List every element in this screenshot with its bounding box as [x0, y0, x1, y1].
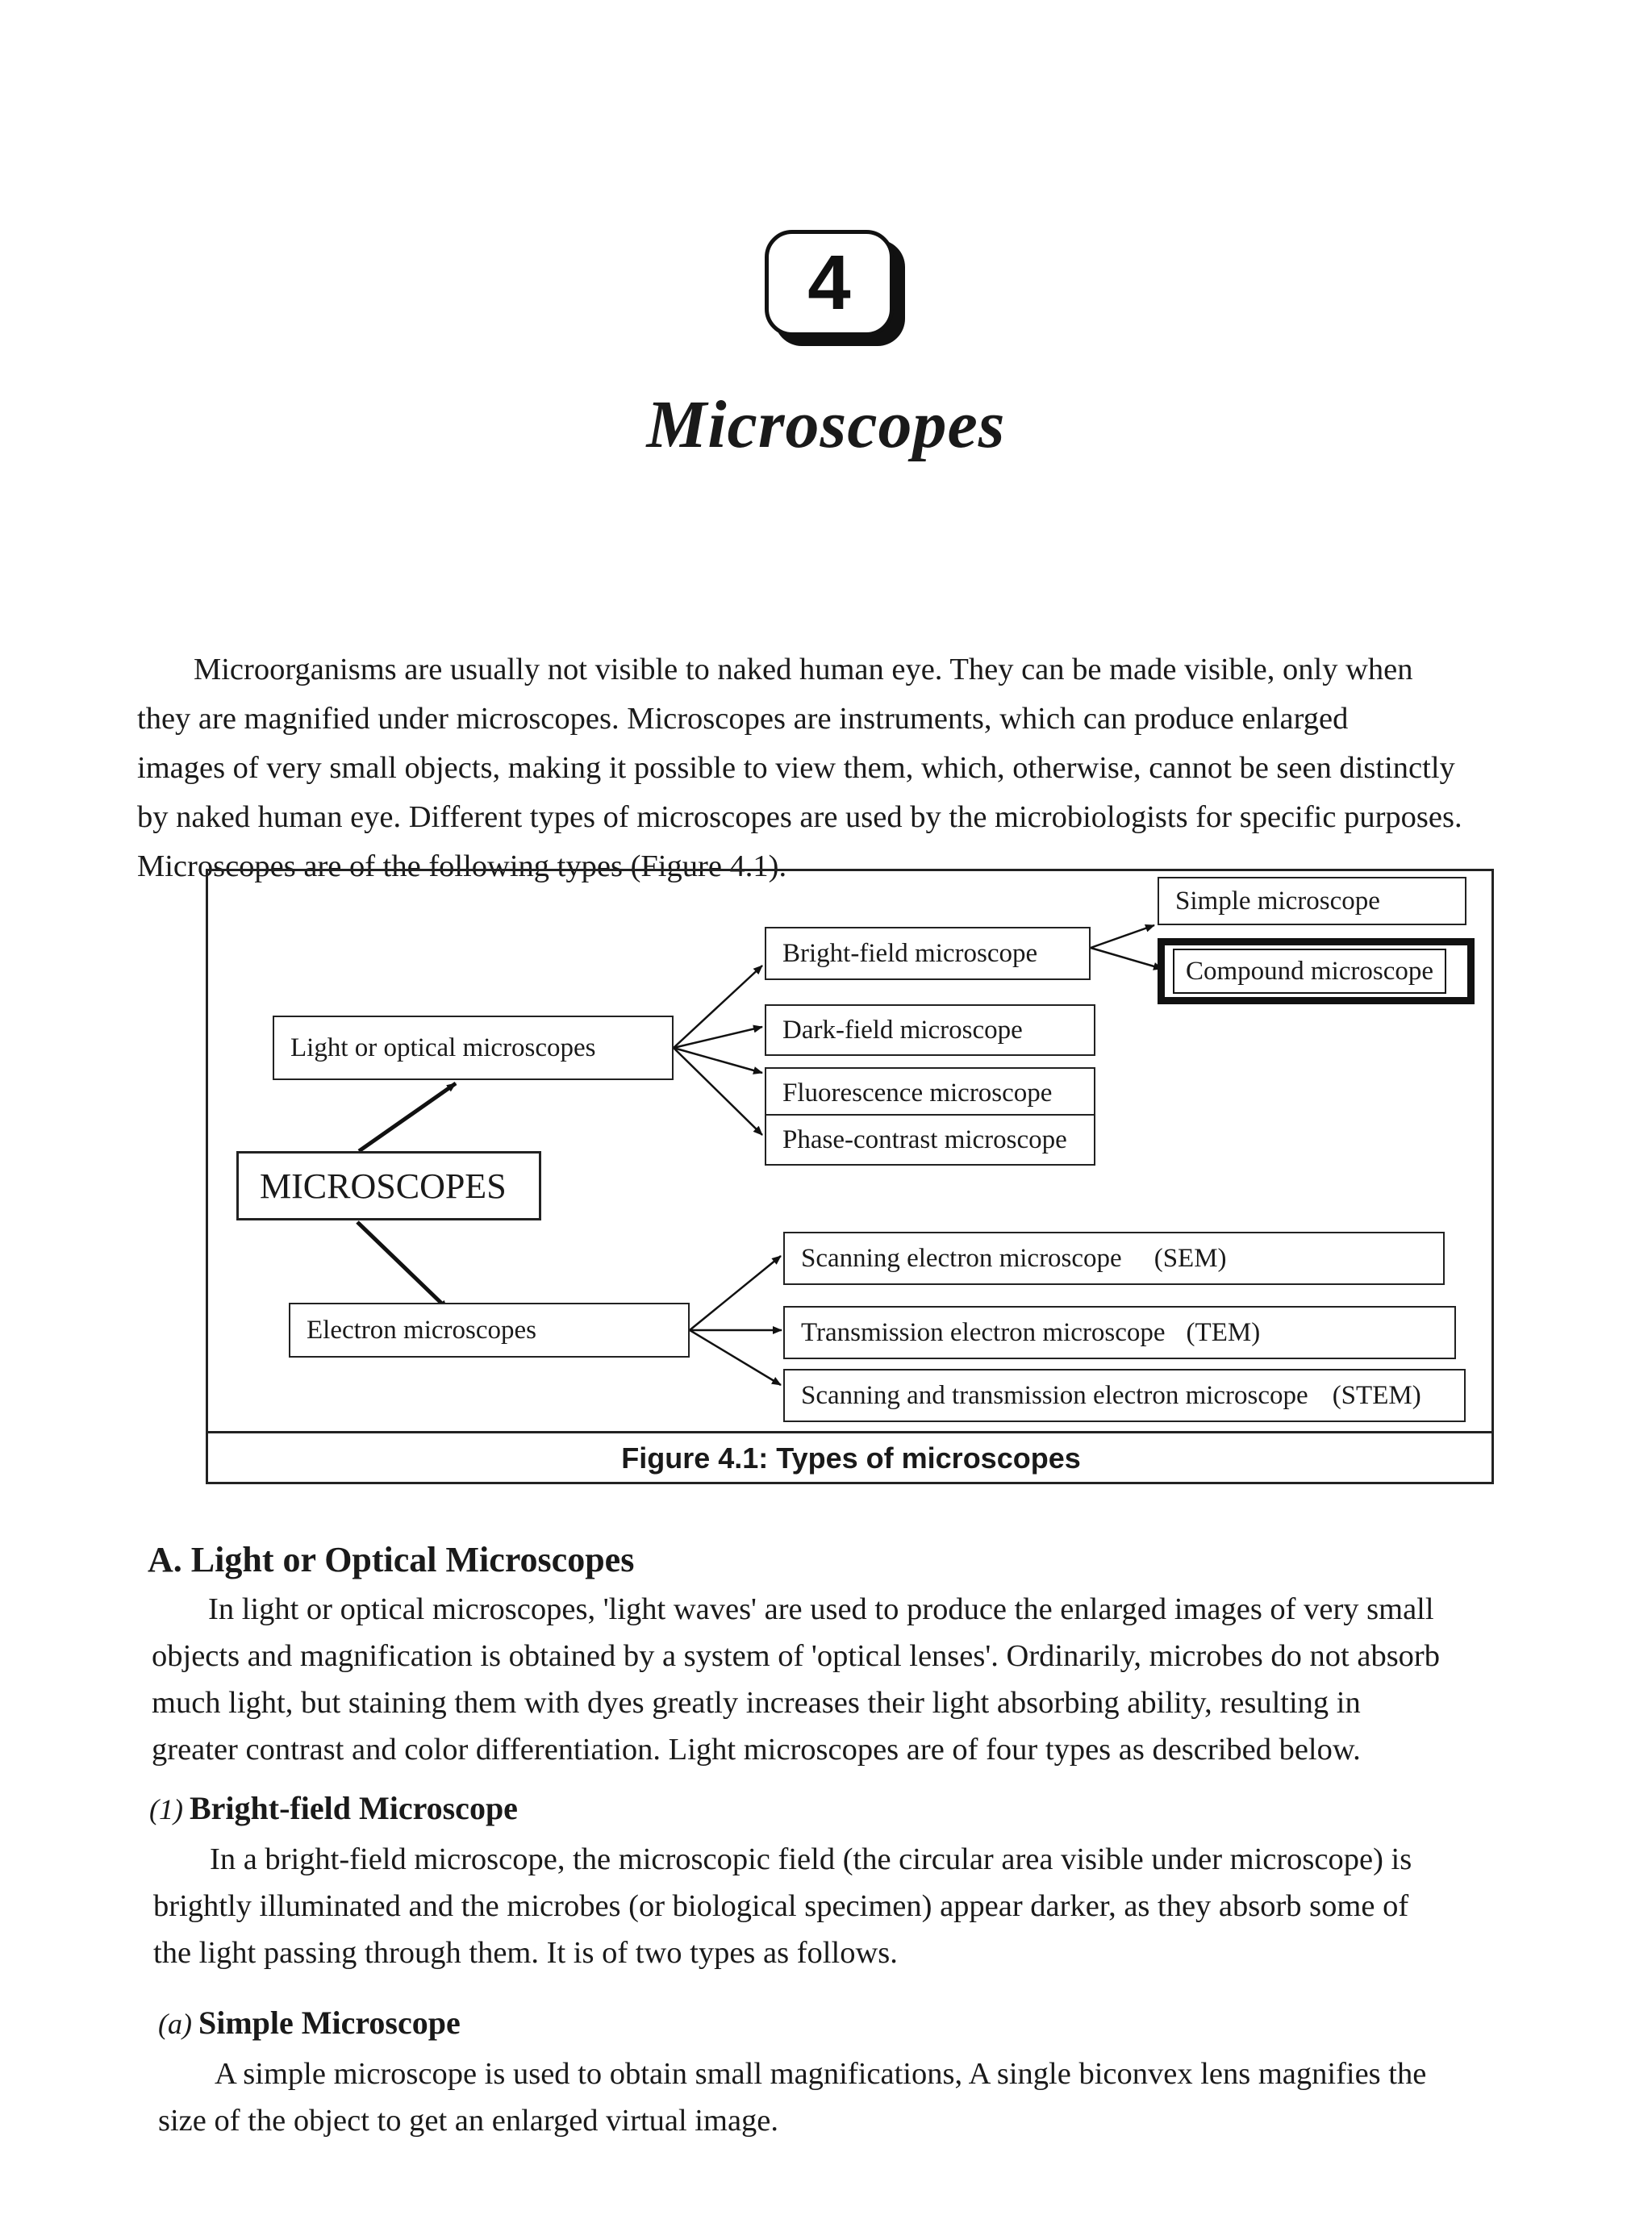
bright-field-paragraph: [153, 1836, 1605, 1976]
simple-microscope-box: Simple microscope: [1158, 877, 1466, 925]
fluorescence-box: Fluorescence microscope: [765, 1067, 1095, 1119]
arrow-light-to-dark-field: [674, 1027, 762, 1048]
sem-label: Scanning electron microscope: [801, 1243, 1122, 1273]
arrow-root-to-electron: [357, 1222, 448, 1309]
stem-abbr: (STEM): [1332, 1380, 1421, 1410]
simple-microscope-paragraph: [158, 2051, 1610, 2144]
arrow-bright-to-simple: [1091, 925, 1154, 948]
intro-line: images of very small objects, making it possible to view them, which, otherwise, cannot be seen distinctly: [137, 751, 1455, 785]
bright-field-title: Bright-field Microscope: [189, 1790, 518, 1826]
arrow-electron-to-stem: [690, 1330, 781, 1385]
tem-box: [783, 1306, 1456, 1359]
bright-field-heading: [149, 1789, 518, 1827]
sem-box: [783, 1232, 1445, 1285]
chapter-title: Microscopes: [646, 387, 1006, 462]
section-a-paragraph: [152, 1586, 1604, 1773]
chapter-number-badge: [765, 230, 907, 349]
intro-line: by naked human eye. Different types of microscopes are used by the microbiologists for specific purposes.: [137, 800, 1462, 834]
bright-field-line: In a bright-field microscope, the microscopic field (the circular area visible under microscope) is: [210, 1842, 1412, 1876]
intro-line: they are magnified under microscopes. Microscopes are instruments, which can produce enlarged: [137, 702, 1349, 736]
sem-abbr: (SEM): [1153, 1243, 1227, 1273]
light-microscopes-box: Light or optical microscopes: [273, 1016, 674, 1080]
bright-field-line: the light passing through them. It is of two types as follows.: [153, 1936, 898, 1970]
intro-line: Microorganisms are usually not visible to naked human eye. They can be made visible, only when: [194, 653, 1413, 686]
tem-abbr: (TEM): [1186, 1317, 1261, 1347]
section-a-heading: A. Light or Optical Microscopes: [148, 1540, 635, 1579]
microscope-types-diagram: [206, 861, 1496, 1496]
compound-microscope-label: Compound microscope: [1173, 949, 1446, 994]
dark-field-box: Dark-field microscope: [765, 1004, 1095, 1056]
section-a-line: In light or optical microscopes, 'light waves' are used to produce the enlarged images of very small: [208, 1592, 1434, 1626]
section-a-line: greater contrast and color differentiation. Light microscopes are of four types as described below.: [152, 1733, 1361, 1767]
phase-contrast-box: Phase-contrast microscope: [765, 1114, 1095, 1166]
simple-microscope-heading: [158, 2004, 461, 2042]
simple-microscope-marker: (a): [158, 2008, 192, 2040]
arrow-electron-to-sem: [690, 1256, 781, 1330]
section-a-line: objects and magnification is obtained by a system of 'optical lenses'. Ordinarily, microbes do not absorb: [152, 1639, 1440, 1673]
arrow-bright-to-compound: [1091, 948, 1162, 969]
stem-box: [783, 1369, 1466, 1422]
section-a-line: much light, but staining them with dyes greatly increases their light absorbing ability, resulting in: [152, 1686, 1361, 1720]
figure-caption: Figure 4.1: Types of microscopes: [621, 1441, 1081, 1475]
compound-microscope-box: [1158, 938, 1475, 1004]
intro-line: Microscopes are of the following types (Figure 4.1).: [137, 849, 787, 883]
tem-label: Transmission electron microscope: [801, 1317, 1166, 1347]
microscopes-root-box: MICROSCOPES: [236, 1151, 541, 1220]
stem-label: Scanning and transmission electron microscope: [801, 1380, 1308, 1410]
chapter-number: 4: [765, 230, 894, 336]
simple-microscope-line: size of the object to get an enlarged virtual image.: [158, 2104, 779, 2138]
intro-paragraph: [137, 645, 1557, 891]
arrow-light-to-bright-field: [674, 966, 762, 1048]
bright-field-box: Bright-field microscope: [765, 927, 1091, 980]
bright-field-line: brightly illuminated and the microbes (or biological specimen) appear darker, as they absorb some of: [153, 1889, 1409, 1923]
simple-microscope-title: Simple Microscope: [198, 2005, 461, 2041]
electron-microscopes-box: Electron microscopes: [289, 1303, 690, 1358]
simple-microscope-line: A simple microscope is used to obtain small magnifications, A single biconvex lens magnifies the: [215, 2057, 1427, 2091]
bright-field-marker: (1): [149, 1793, 183, 1825]
arrow-root-to-light: [359, 1083, 456, 1151]
